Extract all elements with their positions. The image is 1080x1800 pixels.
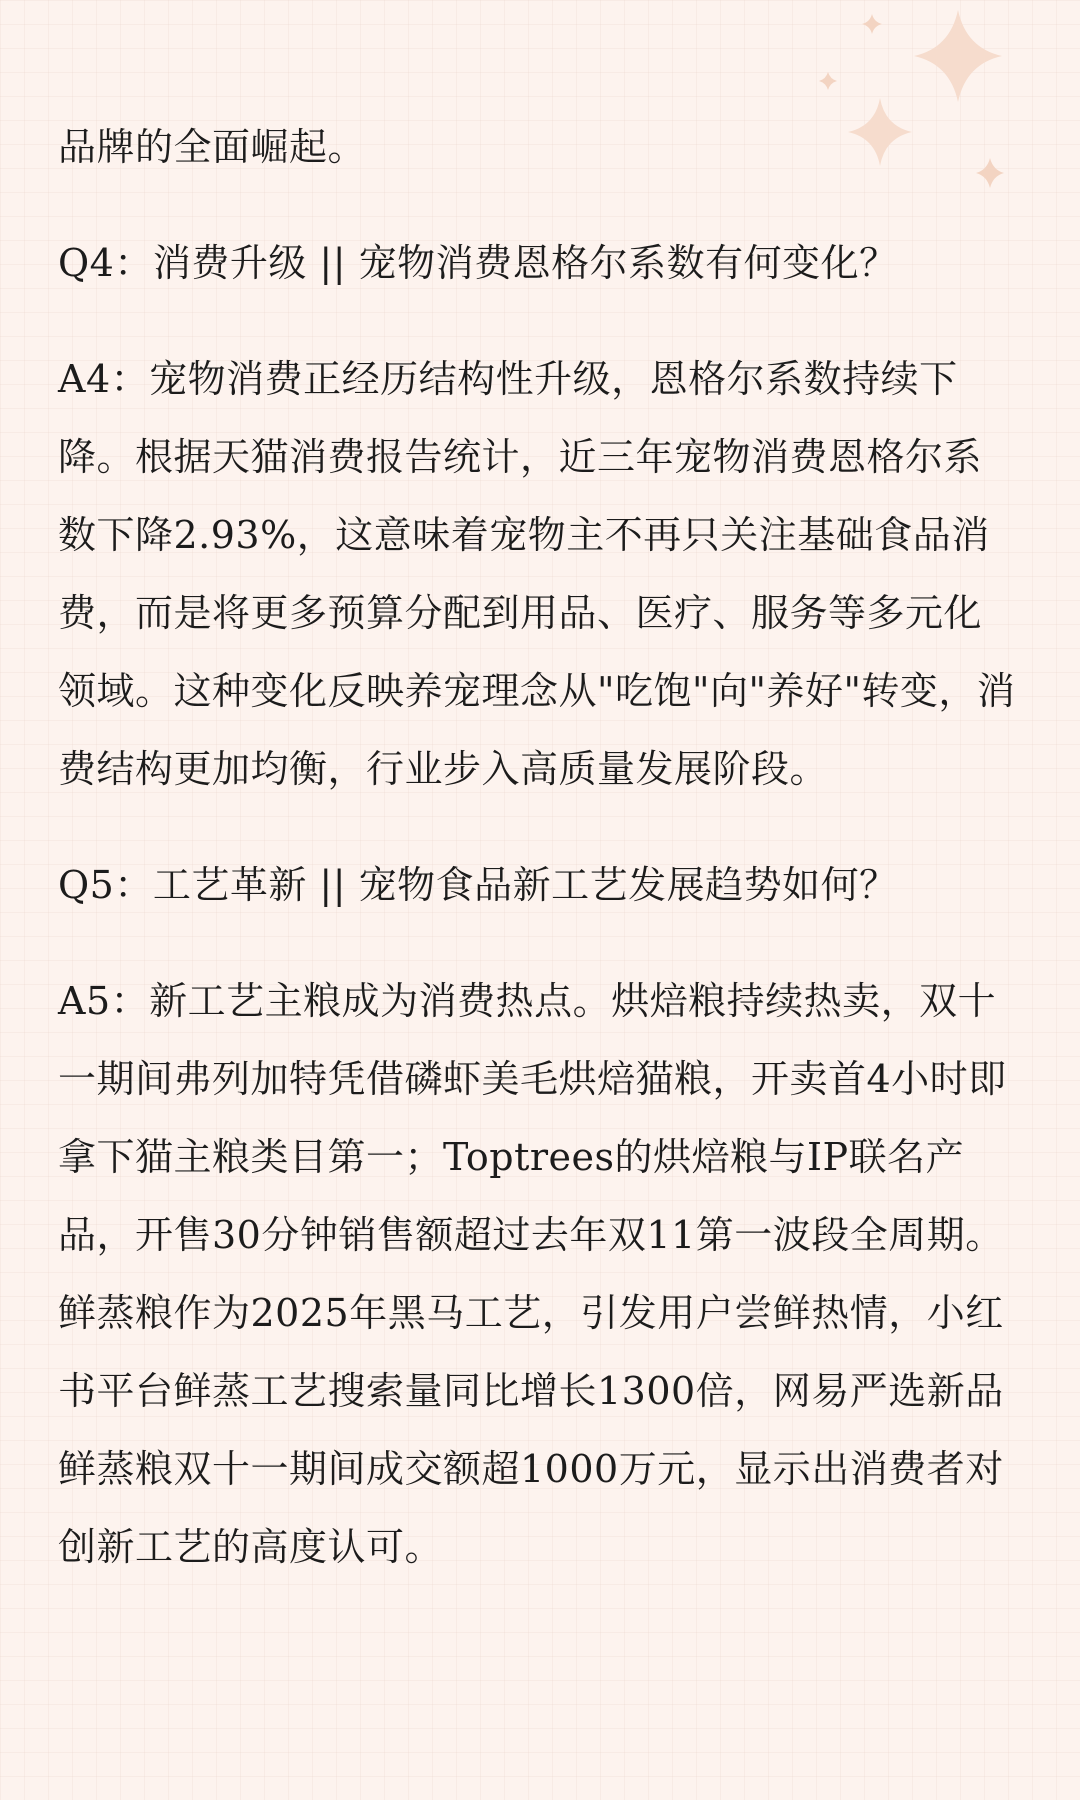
answer-4: A4：宠物消费正经历结构性升级，恩格尔系数持续下降。根据天猫消费报告统计，近三年宠物消费恩格尔系数下降2.93%，这意味着宠物主不再只关注基础食品消费，而是将更多预算分配到用品、医疗、服务等多元化领域。这种变化反映养宠理念从"吃饱"向"养好"转变，消费结构更加均衡，行业步入高质量发展阶段。 bbox=[58, 357, 1016, 791]
question-5: Q5：工艺革新 || 宠物食品新工艺发展趋势如何？ bbox=[58, 863, 898, 907]
answer-5: A5：新工艺主粮成为消费热点。烘焙粮持续热卖，双十一期间弗列加特凭借磷虾美毛烘焙猫粮，开卖首4小时即拿下猫主粮类目第一；Toptrees的烘焙粮与IP联名产品，开售30分钟销售额超过去年双11第一波段全周期。鲜蒸粮作为2025年黑马工艺，引发用户尝鲜热情，小红书平台鲜蒸工艺搜索量同比增长1300倍，网易严选新品鲜蒸粮双十一期间成交额超1000万元，显示出消费者对创新工艺的高度认可。 bbox=[58, 979, 1007, 1569]
question-4: Q4：消费升级 || 宠物消费恩格尔系数有何变化？ bbox=[58, 241, 898, 285]
large-sparkle-icon bbox=[914, 10, 1002, 102]
tiny-sparkle-icon bbox=[819, 72, 837, 90]
paragraph-continuation: 品牌的全面崛起。 bbox=[58, 125, 367, 169]
article-body bbox=[58, 108, 1018, 1586]
tiny-sparkle-icon bbox=[862, 14, 882, 34]
